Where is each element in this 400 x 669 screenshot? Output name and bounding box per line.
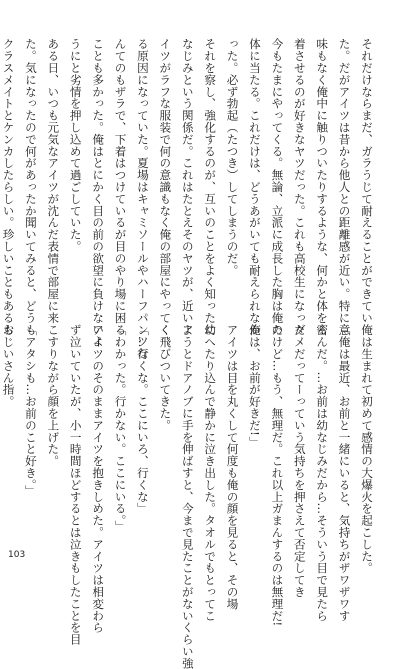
text-line: く飛びついてきた。 xyxy=(158,324,173,432)
text-line: 味もなく俺中に触りついたりするような、何かと体を密 xyxy=(315,38,330,336)
text-line: それを察し、強化するのが、互いのことをよく知った幼 xyxy=(203,38,218,336)
text-line: 「俺は最近、お前と一緒にいると、気持ちがザワザワす xyxy=(337,324,352,622)
text-line: ことも多かった。俺はとにかく目の前の欲望に負けないよ xyxy=(91,38,106,348)
text-line: るんだ。…お前は幼なじみだから…そういう目で見たら xyxy=(315,324,330,622)
text-line: ようとドアノブに手を伸ばすと、今まで見たことがないくらい強 xyxy=(180,324,195,669)
text-line: うにと劣情を押し込めて過ごしていた。 xyxy=(68,38,83,253)
text-line: こすりながら顔を上げた。 xyxy=(46,324,61,467)
text-line: アイツのそのままアイツを抱きしめた。アイツは相変わら xyxy=(91,324,106,634)
text-line: アイツは目を丸くして何度も俺の顔を見ると、その場 xyxy=(225,324,240,610)
text-line: った。必ず勃起（たつき）してしまうのだ。 xyxy=(225,38,240,276)
text-line: る原因になっていた。夏場はキャミソールやハーフパンツな xyxy=(135,38,150,360)
text-line: おじいさん指。 xyxy=(1,324,16,408)
text-line: ある日、いつも元気なアイツが沈んだ表情で部屋に来 xyxy=(46,38,61,324)
text-line: それだけならまだ、ガラうじて耐えることができてい xyxy=(360,38,374,324)
upper-text-block xyxy=(1,38,378,360)
text-line: なじみという関係だ。これはたとえそのヤツが、近いア xyxy=(180,38,195,336)
text-line: 今もたまにやってくる。無論、立派に成長した胸は俺の xyxy=(270,38,285,336)
text-line: 体に当たる。これだけは、どうあがいても耐えられなか xyxy=(247,38,262,336)
text-line: ダメだってーっていう気持ちを押さえて否定してき xyxy=(292,324,307,598)
text-line: 「…行くな。ここにいろ、行くな」 xyxy=(135,324,150,515)
text-line: たけど…もう、無理だ。これ以上ガまんするのは無理だ! xyxy=(270,324,285,627)
text-line: た。だがアイツは昔から他人との距離感が近い。特に意 xyxy=(337,38,352,336)
text-line: んてのもザラで、下着はつけているが目のやり場に困る xyxy=(113,38,128,336)
text-line: 「アタシも…お前のこと好き。」 xyxy=(23,324,38,497)
text-line: た。気になったので何があったか聞いてみると、どうも xyxy=(23,38,38,336)
text-line: 俺は生まれて初めて感情の大爆火を起こした。 xyxy=(360,324,374,574)
text-line: クラスメイトとケンカしたらしい。珍しいこともあるも xyxy=(1,38,16,336)
text-line: 俺は、お前が好きだ!」 xyxy=(247,324,262,448)
text-line: イツがラフな服装で何の意識もなく俺の部屋にやってく xyxy=(158,38,173,336)
text-line: にへたり込んで静かに泣き出した。タオルでもとってこ xyxy=(203,324,218,622)
text-line: 「わかった。行かない。ここにいる。」 xyxy=(113,324,128,533)
text-line: ず泣いていたが、小一時間ほどするとは泣きもしたことを目 xyxy=(68,324,83,646)
page-number: 103 xyxy=(8,550,26,560)
text-line: 着させるのが好きなヤツだった。これも高校生になった xyxy=(292,38,307,336)
upper-vertical-text xyxy=(1,38,378,360)
